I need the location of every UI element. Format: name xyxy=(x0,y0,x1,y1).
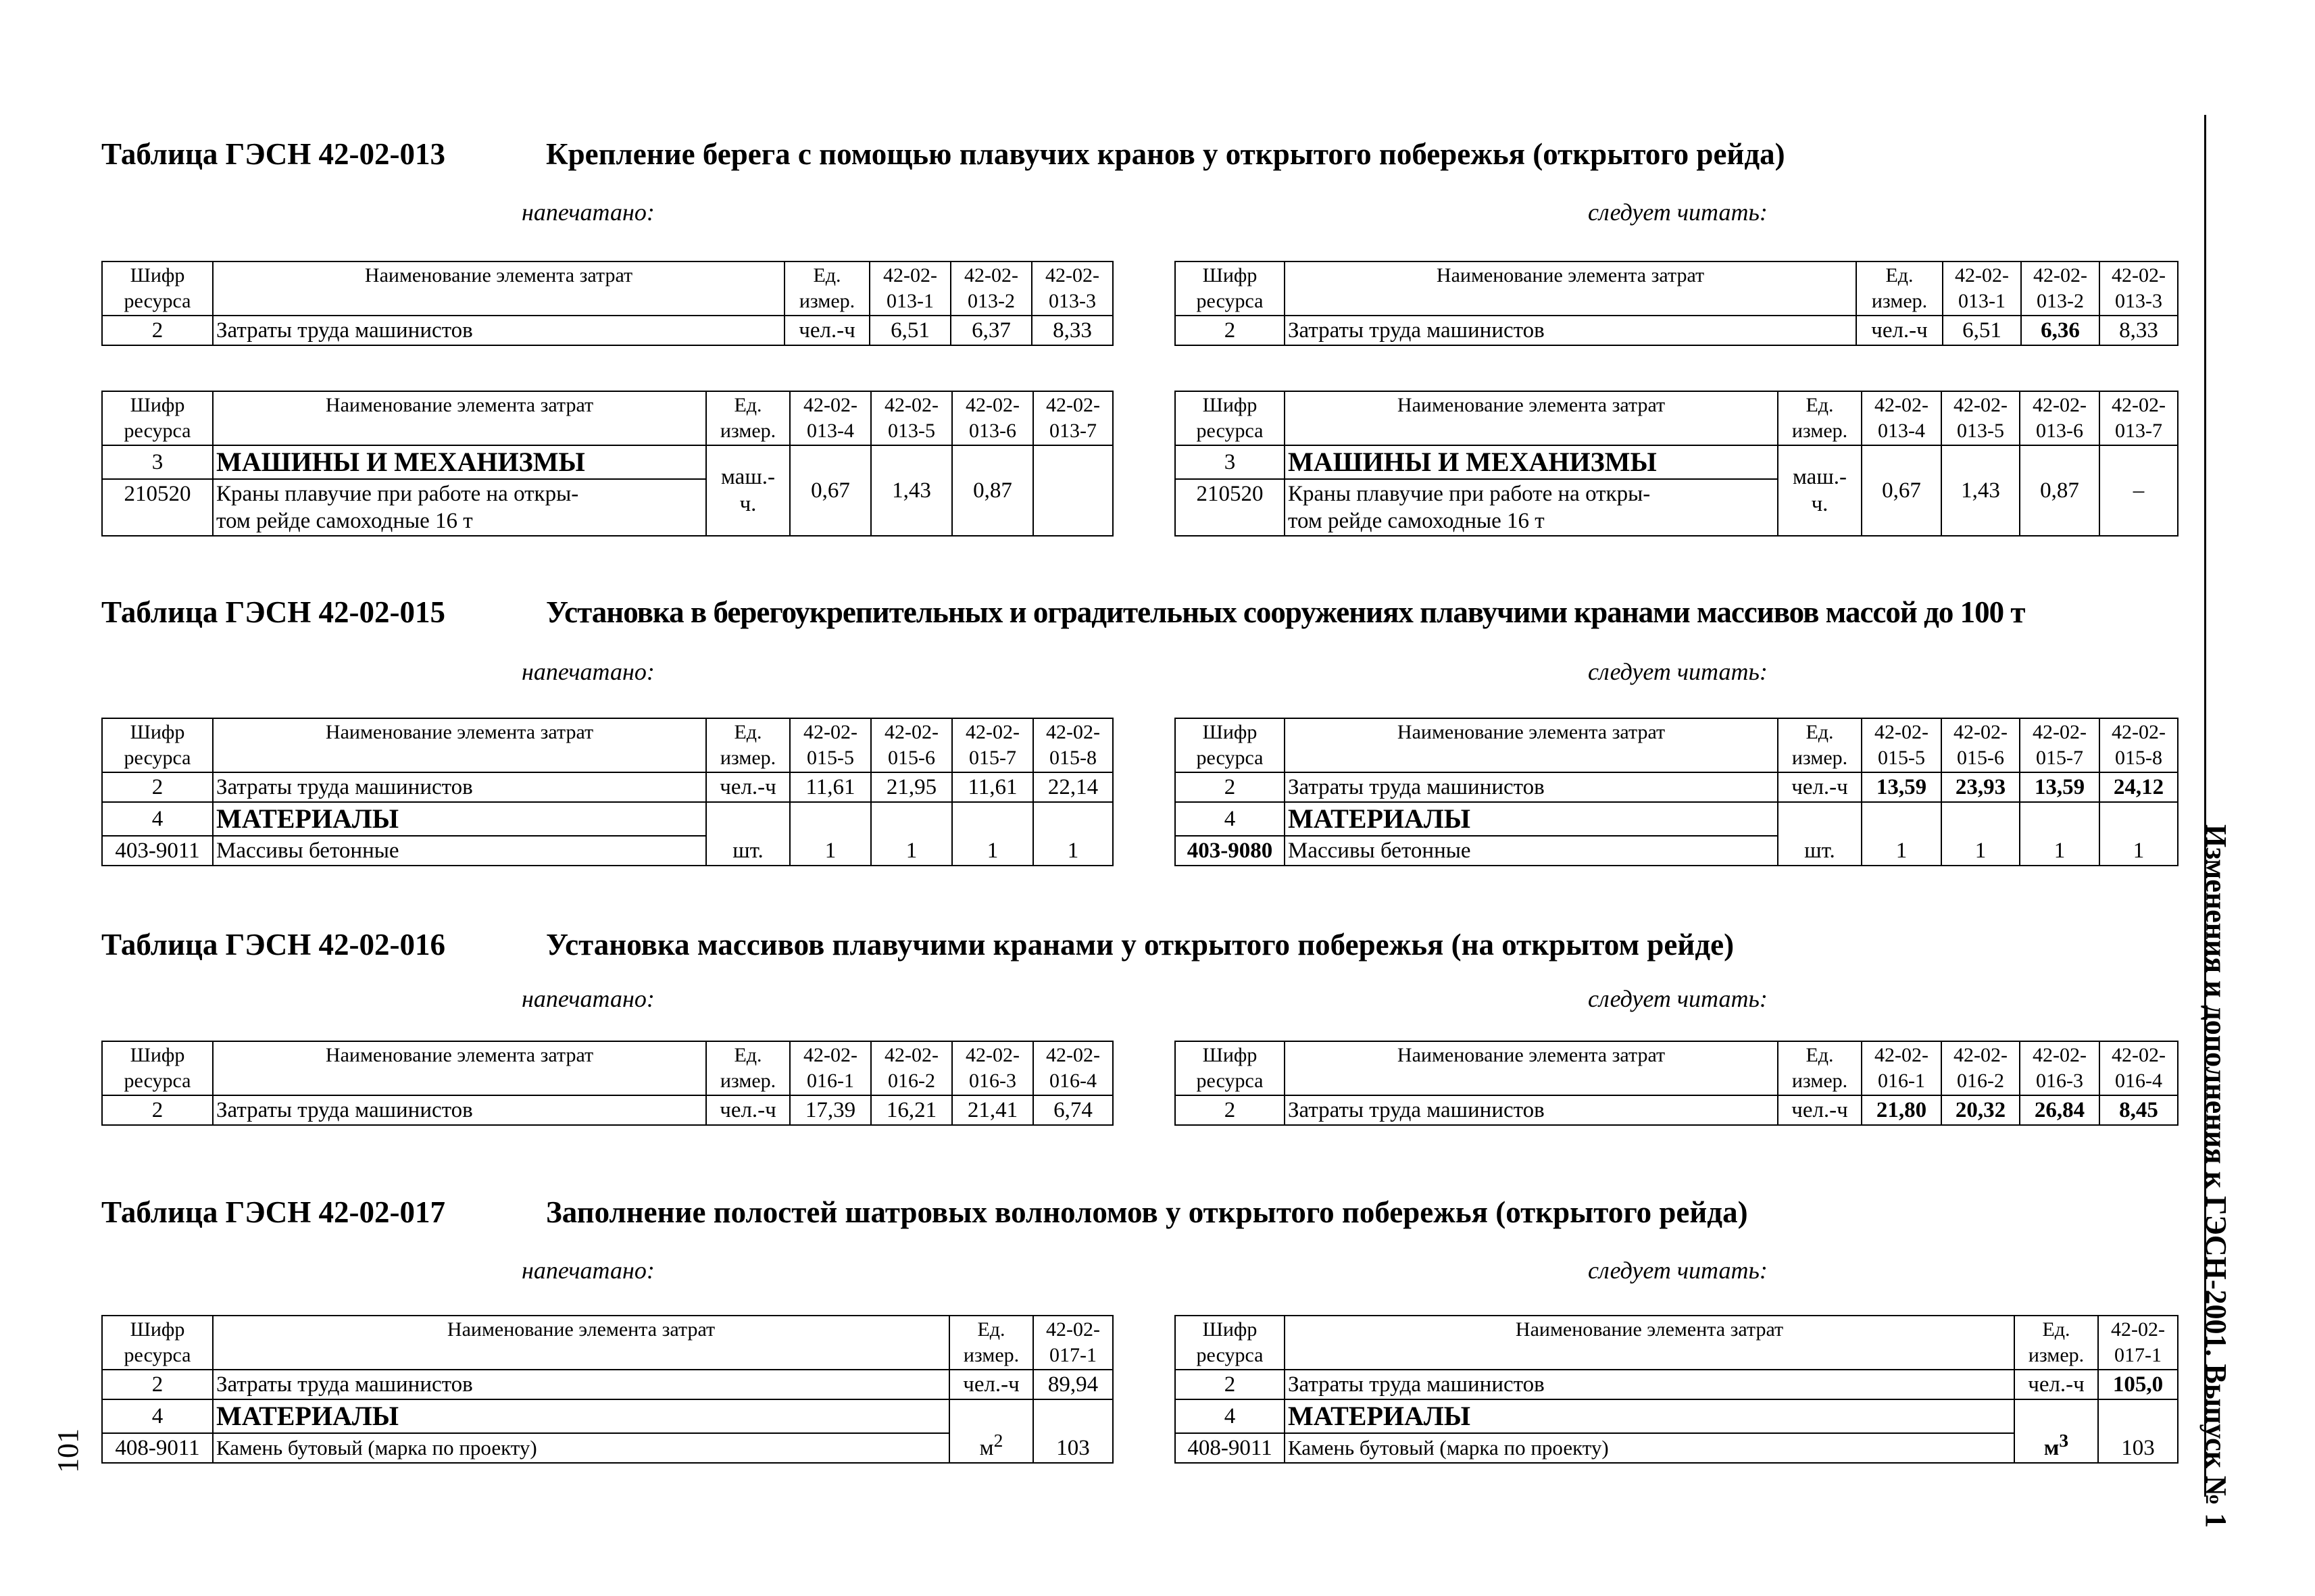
value-cell xyxy=(1033,445,1113,536)
element-name: Затраты труда машинистов xyxy=(213,1370,949,1399)
element-name: Массивы бетонные xyxy=(1285,836,1778,866)
category-name: МАШИНЫ И МЕХАНИЗМЫ xyxy=(1285,445,1778,479)
unit-cell: чел.-ч xyxy=(1856,316,1943,345)
header-name: Наименование элемента затрат xyxy=(213,261,785,316)
header-col: 42-02- 013-6 xyxy=(2020,391,2099,445)
section-013 xyxy=(101,135,2183,568)
element-name: Краны плавучие при работе на откры- том рейде самоходные 16 т xyxy=(213,479,706,536)
printed-label: напечатано: xyxy=(522,1257,655,1284)
category-name: МАТЕРИАЛЫ xyxy=(1285,1399,2014,1433)
element-name: Затраты труда машинистов xyxy=(1285,772,1778,802)
table-013-a-printed xyxy=(101,261,1114,346)
category-name: МАТЕРИАЛЫ xyxy=(213,1399,949,1433)
value-cell: 1 xyxy=(1862,802,1941,866)
header-col: 42-02- 015-7 xyxy=(2020,718,2099,772)
value-cell: 6,74 xyxy=(1033,1095,1113,1125)
value-cell: 105,0 xyxy=(2098,1370,2178,1399)
table-row xyxy=(1175,316,2178,345)
header-unit: Ед. измер. xyxy=(2014,1316,2098,1370)
value-cell: 8,45 xyxy=(2099,1095,2178,1125)
value-cell: 1,43 xyxy=(871,445,952,536)
unit-cell: шт. xyxy=(1778,802,1862,866)
resource-code: 2 xyxy=(102,1095,213,1125)
resource-code: 403-9011 xyxy=(102,836,213,866)
unit-cell: чел.-ч xyxy=(2014,1370,2098,1399)
resource-code: 210520 xyxy=(102,479,213,536)
header-unit: Ед. измер. xyxy=(1778,718,1862,772)
resource-code: 2 xyxy=(1175,1370,1285,1399)
element-name: Затраты труда машинистов xyxy=(1285,316,1856,345)
header-col: 42-02- 016-3 xyxy=(952,1041,1033,1095)
header-col: 42-02- 013-3 xyxy=(2099,261,2178,316)
table-title: Установка в берегоукрепительных и оградительных сооружениях плавучими кранами массивов массой до 100 т xyxy=(546,595,2025,629)
category-name: МАТЕРИАЛЫ xyxy=(1285,802,1778,836)
value-cell: 1 xyxy=(2020,802,2099,866)
header-code: Шифр ресурса xyxy=(1175,1041,1285,1095)
header-name: Наименование элемента затрат xyxy=(1285,1041,1778,1095)
section-016 xyxy=(101,926,2183,1149)
header-col: 42-02- 015-5 xyxy=(1862,718,1941,772)
value-cell: 6,36 xyxy=(2021,316,2099,345)
unit-cell: чел.-ч xyxy=(1778,772,1862,802)
table-row xyxy=(102,1095,1113,1125)
category-code: 3 xyxy=(102,445,213,479)
value-cell: 1 xyxy=(871,802,952,866)
header-code: Шифр ресурса xyxy=(102,1316,213,1370)
value-cell: 6,37 xyxy=(951,316,1032,345)
value-cell: 23,93 xyxy=(1941,772,2020,802)
unit-cell: чел.-ч xyxy=(785,316,870,345)
table-015-correct xyxy=(1174,718,2179,866)
category-code: 4 xyxy=(102,802,213,836)
value-cell: 17,39 xyxy=(790,1095,871,1125)
header-col: 42-02- 013-5 xyxy=(871,391,952,445)
category-name: МАТЕРИАЛЫ xyxy=(213,802,706,836)
value-cell: 11,61 xyxy=(952,772,1033,802)
section-title xyxy=(101,593,2024,631)
category-code: 4 xyxy=(1175,802,1285,836)
header-col: 42-02- 016-4 xyxy=(2099,1041,2178,1095)
header-col: 42-02- 015-8 xyxy=(2099,718,2178,772)
should-read-label: следует читать: xyxy=(1588,199,1768,226)
unit-cell: чел.-ч xyxy=(1778,1095,1862,1125)
element-name: Затраты труда машинистов xyxy=(1285,1095,1778,1125)
value-cell: 21,80 xyxy=(1862,1095,1941,1125)
value-cell: 21,41 xyxy=(952,1095,1033,1125)
table-013-b-correct xyxy=(1174,391,2179,537)
header-col: 42-02- 013-4 xyxy=(790,391,871,445)
value-cell: 6,51 xyxy=(870,316,951,345)
resource-code: 210520 xyxy=(1175,479,1285,536)
header-unit: Ед. измер. xyxy=(949,1316,1033,1370)
header-col: 42-02- 013-5 xyxy=(1941,391,2020,445)
value-cell: – xyxy=(2099,445,2178,536)
value-cell: 8,33 xyxy=(1032,316,1113,345)
header-name: Наименование элемента затрат xyxy=(213,718,706,772)
header-name: Наименование элемента затрат xyxy=(1285,391,1778,445)
section-title xyxy=(101,1193,1748,1231)
element-name: Краны плавучие при работе на откры- том рейде самоходные 16 т xyxy=(1285,479,1778,536)
unit-cell: маш.- ч. xyxy=(1778,445,1862,536)
value-cell: 21,95 xyxy=(871,772,952,802)
resource-code: 408-9011 xyxy=(1175,1433,1285,1463)
header-col: 42-02- 016-1 xyxy=(790,1041,871,1095)
header-col: 42-02- 016-2 xyxy=(1941,1041,2020,1095)
category-row xyxy=(102,1399,1113,1433)
value-cell: 89,94 xyxy=(1033,1370,1113,1399)
value-cell: 13,59 xyxy=(1862,772,1941,802)
category-row xyxy=(1175,445,2178,479)
element-name: Затраты труда машинистов xyxy=(213,772,706,802)
section-015 xyxy=(101,593,2183,891)
table-number: Таблица ГЭСН 42-02-016 xyxy=(101,928,445,962)
table-title: Крепление берега с помощью плавучих кранов у открытого побережья (открытого рейда) xyxy=(546,137,1785,171)
value-cell: 1,43 xyxy=(1941,445,2020,536)
table-row xyxy=(1175,1095,2178,1125)
header-unit: Ед. измер. xyxy=(1778,1041,1862,1095)
header-name: Наименование элемента затрат xyxy=(1285,718,1778,772)
table-row xyxy=(102,1370,1113,1399)
header-col: 42-02- 013-2 xyxy=(2021,261,2099,316)
header-code: Шифр ресурса xyxy=(1175,391,1285,445)
value-cell: 22,14 xyxy=(1033,772,1113,802)
unit-cell: чел.-ч xyxy=(706,1095,790,1125)
table-number: Таблица ГЭСН 42-02-017 xyxy=(101,1195,445,1229)
value-cell: 0,87 xyxy=(952,445,1033,536)
header-col: 42-02- 015-6 xyxy=(871,718,952,772)
header-name: Наименование элемента затрат xyxy=(1285,261,1856,316)
header-col: 42-02- 017-1 xyxy=(2098,1316,2178,1370)
unit-cell: шт. xyxy=(706,802,790,866)
header-name: Наименование элемента затрат xyxy=(213,391,706,445)
header-name: Наименование элемента затрат xyxy=(213,1041,706,1095)
value-cell: 16,21 xyxy=(871,1095,952,1125)
unit-cell: $м^3$ xyxy=(2014,1399,2098,1463)
category-code: 3 xyxy=(1175,445,1285,479)
category-name: МАШИНЫ И МЕХАНИЗМЫ xyxy=(213,445,706,479)
resource-code: 2 xyxy=(102,772,213,802)
header-unit: Ед. измер. xyxy=(1856,261,1943,316)
table-013-a-correct xyxy=(1174,261,2179,346)
page-number: 101 xyxy=(51,1428,84,1473)
should-read-label: следует читать: xyxy=(1588,985,1768,1012)
value-cell: 8,33 xyxy=(2099,316,2178,345)
header-col: 42-02- 015-5 xyxy=(790,718,871,772)
header-col: 42-02- 013-7 xyxy=(1033,391,1113,445)
table-row xyxy=(102,316,1113,345)
header-col: 42-02- 015-8 xyxy=(1033,718,1113,772)
header-col: 42-02- 016-4 xyxy=(1033,1041,1113,1095)
header-code: Шифр ресурса xyxy=(1175,718,1285,772)
printed-label: напечатано: xyxy=(522,199,655,226)
resource-code: 408-9011 xyxy=(102,1433,213,1463)
unit-cell: чел.-ч xyxy=(706,772,790,802)
table-015-printed xyxy=(101,718,1114,866)
header-code: Шифр ресурса xyxy=(1175,1316,1285,1370)
resource-code: 2 xyxy=(102,1370,213,1399)
value-cell: 11,61 xyxy=(790,772,871,802)
header-unit: Ед. измер. xyxy=(706,391,790,445)
category-row xyxy=(102,802,1113,836)
element-name: Массивы бетонные xyxy=(213,836,706,866)
resource-code: 2 xyxy=(102,316,213,345)
table-title: Заполнение полостей шатровых волноломов у открытого побережья (открытого рейда) xyxy=(546,1195,1748,1229)
table-017-printed xyxy=(101,1315,1114,1464)
header-name: Наименование элемента затрат xyxy=(1285,1316,2014,1370)
should-read-label: следует читать: xyxy=(1588,1257,1768,1284)
value-cell: 13,59 xyxy=(2020,772,2099,802)
header-col: 42-02- 016-2 xyxy=(871,1041,952,1095)
category-row xyxy=(1175,802,2178,836)
header-col: 42-02- 013-1 xyxy=(870,261,951,316)
header-col: 42-02- 015-7 xyxy=(952,718,1033,772)
table-title: Установка массивов плавучими кранами у открытого побережья (на открытом рейде) xyxy=(546,928,1735,962)
table-016-correct xyxy=(1174,1041,2179,1126)
resource-code: 2 xyxy=(1175,772,1285,802)
category-code: 4 xyxy=(1175,1399,1285,1433)
value-cell: 1 xyxy=(952,802,1033,866)
value-cell: 1 xyxy=(790,802,871,866)
resource-code: 403-9080 xyxy=(1175,836,1285,866)
table-row xyxy=(1175,772,2178,802)
value-cell: 0,87 xyxy=(2020,445,2099,536)
unit-cell: $м^2$ xyxy=(949,1399,1033,1463)
section-017 xyxy=(101,1193,2183,1491)
value-cell: 0,67 xyxy=(1862,445,1941,536)
header-unit: Ед. измер. xyxy=(706,1041,790,1095)
header-unit: Ед. измер. xyxy=(706,718,790,772)
resource-code: 2 xyxy=(1175,316,1285,345)
unit-cell: маш.- ч. xyxy=(706,445,790,536)
header-col: 42-02- 013-7 xyxy=(2099,391,2178,445)
header-unit: Ед. измер. xyxy=(785,261,870,316)
table-row xyxy=(1175,1370,2178,1399)
header-code: Шифр ресурса xyxy=(1175,261,1285,316)
header-code: Шифр ресурса xyxy=(102,391,213,445)
header-col: 42-02- 013-4 xyxy=(1862,391,1941,445)
header-name: Наименование элемента затрат xyxy=(213,1316,949,1370)
value-cell: 24,12 xyxy=(2099,772,2178,802)
table-row xyxy=(102,772,1113,802)
side-caption: Изменения и дополнения к ГЭСН-2001. Выпуск № 1 xyxy=(2199,824,2233,1528)
table-number: Таблица ГЭСН 42-02-015 xyxy=(101,595,445,629)
header-col: 42-02- 017-1 xyxy=(1033,1316,1113,1370)
header-col: 42-02- 013-1 xyxy=(1943,261,2021,316)
header-unit: Ед. измер. xyxy=(1778,391,1862,445)
header-code: Шифр ресурса xyxy=(102,1041,213,1095)
value-cell: 0,67 xyxy=(790,445,871,536)
value-cell: 103 xyxy=(2098,1399,2178,1463)
printed-label: напечатано: xyxy=(522,985,655,1012)
section-title xyxy=(101,135,1785,173)
value-cell: 26,84 xyxy=(2020,1095,2099,1125)
header-col: 42-02- 015-6 xyxy=(1941,718,2020,772)
header-col: 42-02- 016-3 xyxy=(2020,1041,2099,1095)
table-013-b-printed xyxy=(101,391,1114,537)
category-row xyxy=(1175,1399,2178,1433)
section-title xyxy=(101,926,1734,964)
header-col: 42-02- 013-6 xyxy=(952,391,1033,445)
printed-label: напечатано: xyxy=(522,658,655,685)
category-code: 4 xyxy=(102,1399,213,1433)
header-col: 42-02- 013-2 xyxy=(951,261,1032,316)
unit-cell: чел.-ч xyxy=(949,1370,1033,1399)
element-name: Камень бутовый (марка по проекту) xyxy=(1285,1433,2014,1463)
table-number: Таблица ГЭСН 42-02-013 xyxy=(101,137,445,171)
header-code: Шифр ресурса xyxy=(102,718,213,772)
element-name: Затраты труда машинистов xyxy=(213,1095,706,1125)
category-row xyxy=(102,445,1113,479)
should-read-label: следует читать: xyxy=(1588,658,1768,685)
table-016-printed xyxy=(101,1041,1114,1126)
value-cell: 20,32 xyxy=(1941,1095,2020,1125)
value-cell: 1 xyxy=(1941,802,2020,866)
value-cell: 1 xyxy=(1033,802,1113,866)
header-col: 42-02- 016-1 xyxy=(1862,1041,1941,1095)
element-name: Затраты труда машинистов xyxy=(213,316,785,345)
table-017-correct xyxy=(1174,1315,2179,1464)
header-code: Шифр ресурса xyxy=(102,261,213,316)
element-name: Камень бутовый (марка по проекту) xyxy=(213,1433,949,1463)
value-cell: 6,51 xyxy=(1943,316,2021,345)
value-cell: 1 xyxy=(2099,802,2178,866)
value-cell: 103 xyxy=(1033,1399,1113,1463)
element-name: Затраты труда машинистов xyxy=(1285,1370,2014,1399)
header-col: 42-02- 013-3 xyxy=(1032,261,1113,316)
resource-code: 2 xyxy=(1175,1095,1285,1125)
